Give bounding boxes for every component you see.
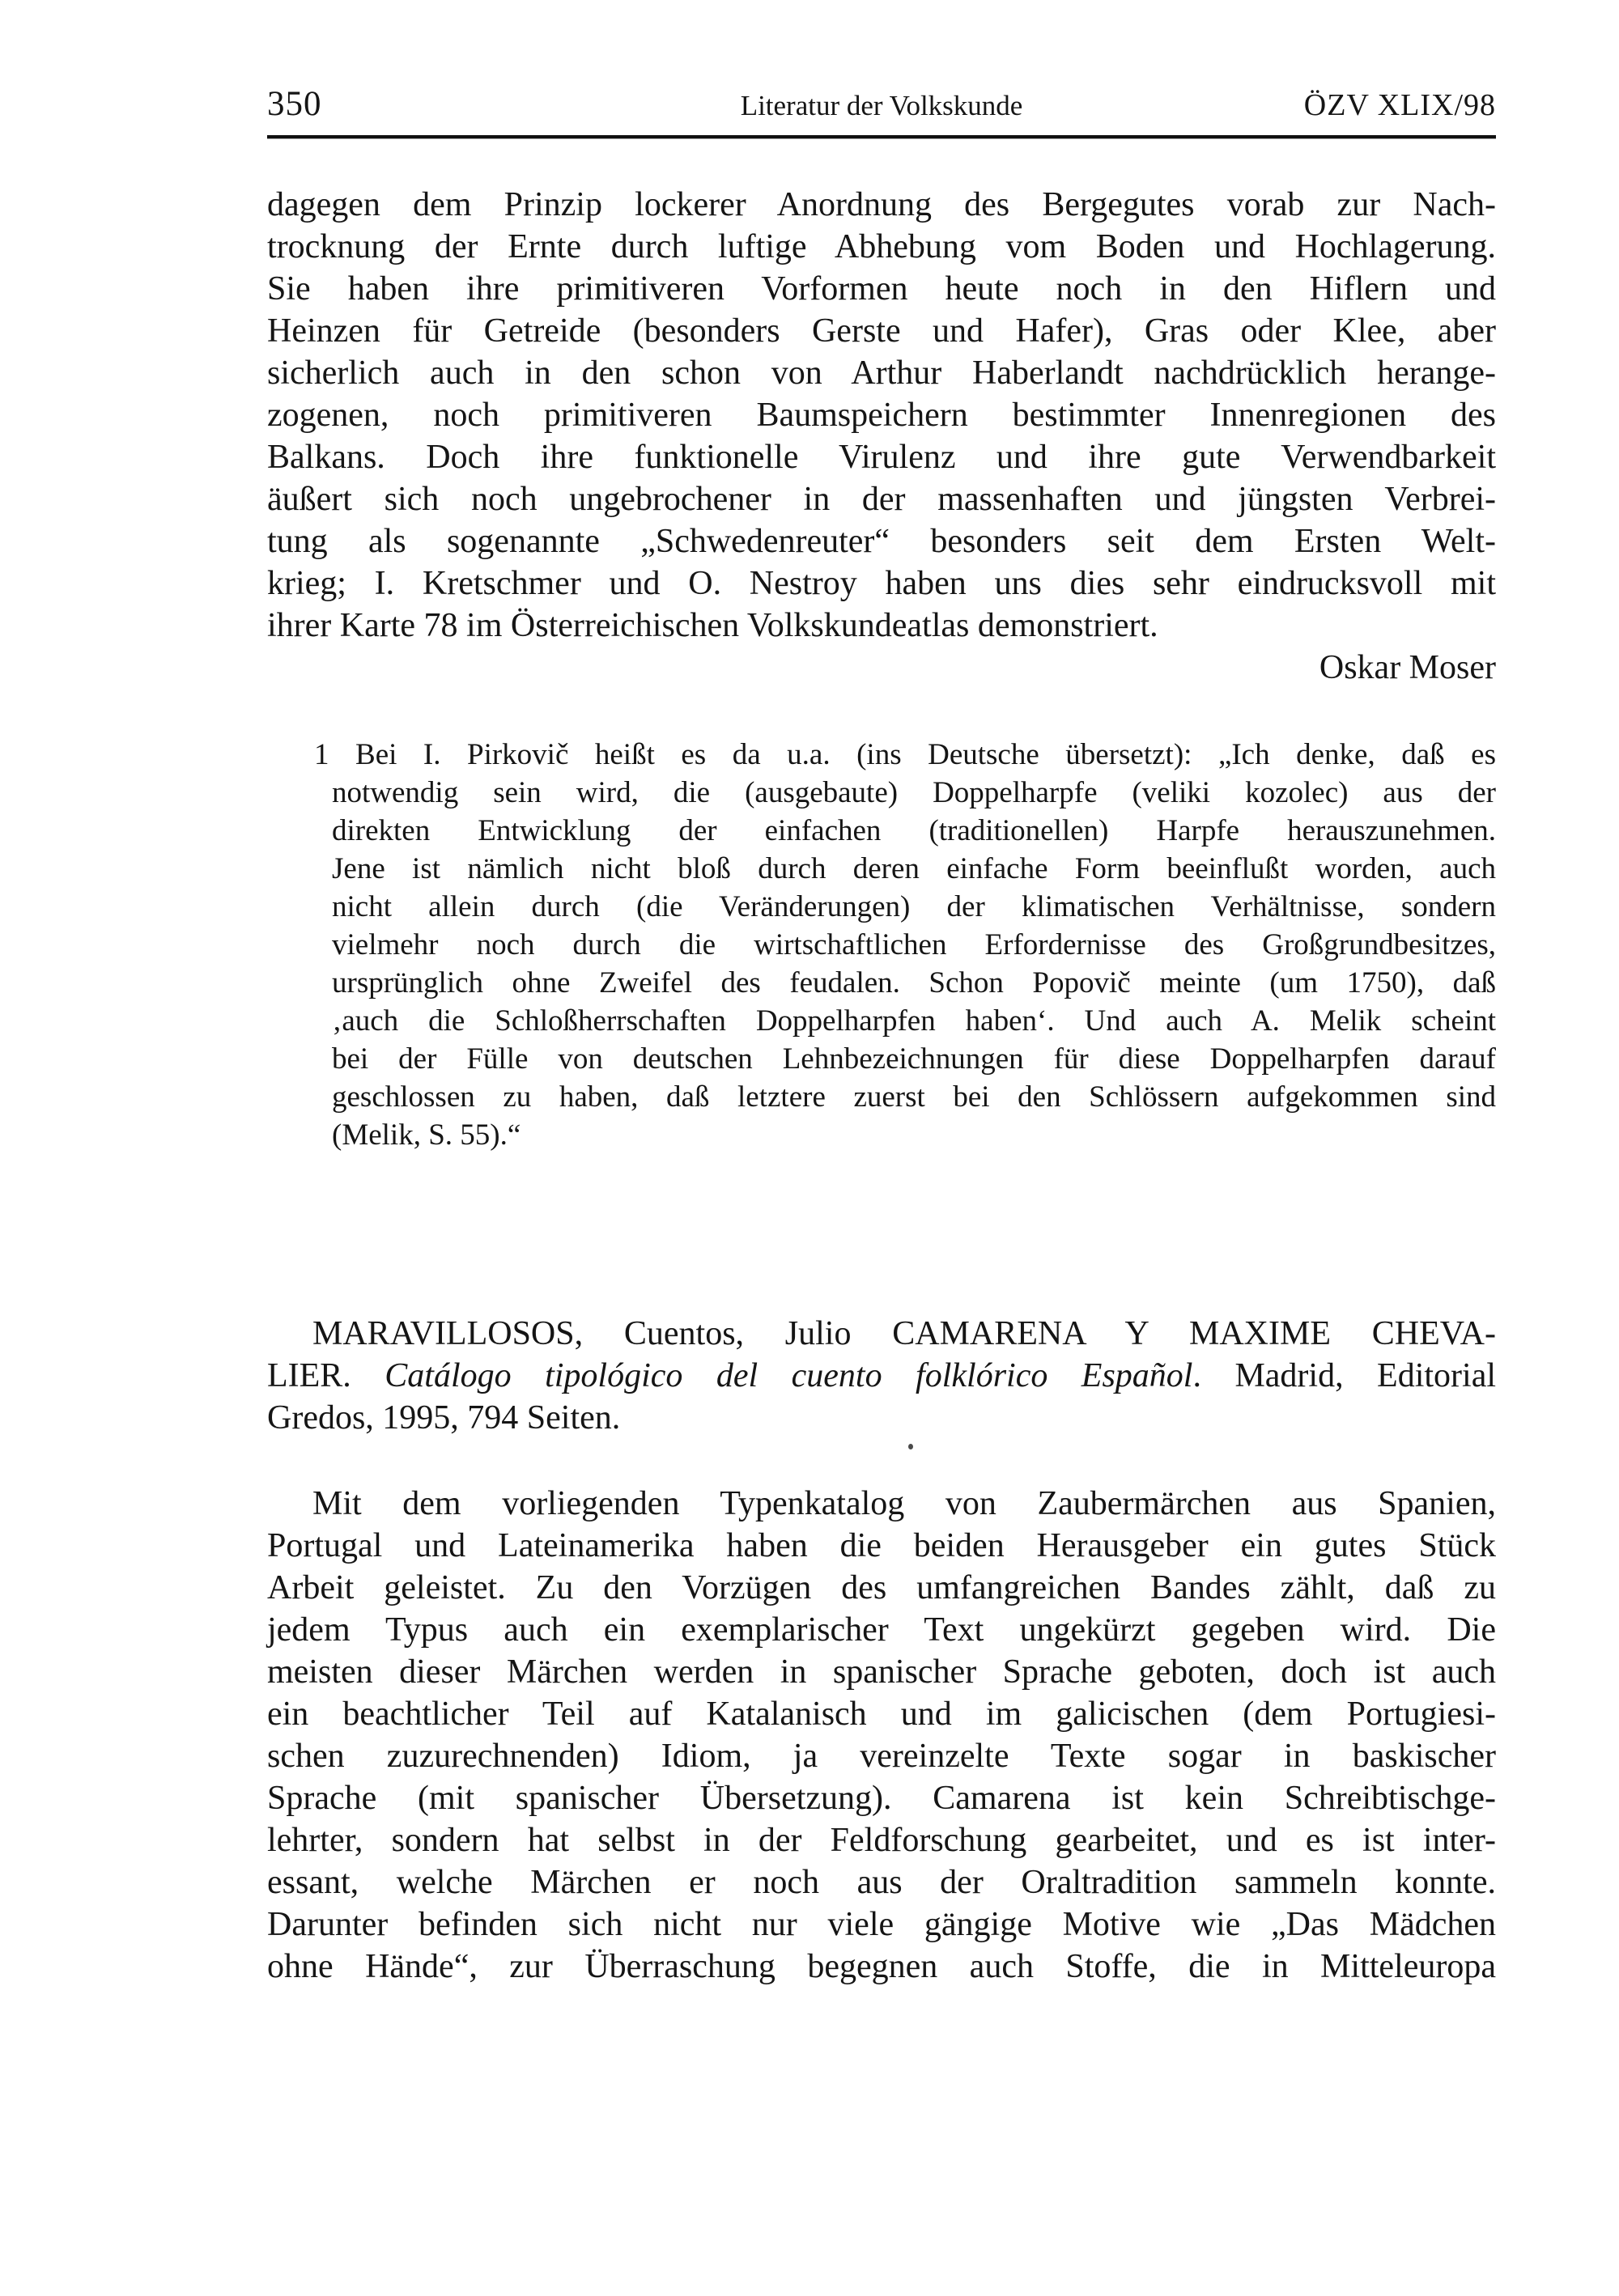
review-end-paragraph <box>267 184 1496 647</box>
reviewer-signature: Oskar Moser <box>1319 649 1496 686</box>
text-line: Jene ist nämlich nicht bloß durch deren einfache Form beeinflußt worden, auch <box>332 852 1496 885</box>
text-line: ein beachtlicher Teil auf Katalanisch und im galicischen (dem Portugiesi- <box>267 1695 1496 1733</box>
citation-roman-start: LIER. <box>267 1357 385 1394</box>
text-line: Sie haben ihre primitiveren Vorformen heute noch in den Hiflern und <box>267 270 1496 308</box>
text-line: Portugal und Lateinamerika haben die beiden Herausgeber ein gutes Stück <box>267 1527 1496 1564</box>
text-line: lehrter, sondern hat selbst in der Feldforschung gearbeitet, und es ist inter- <box>267 1822 1496 1859</box>
text-line: essant, welche Märchen er noch aus der Oraltradition sammeln konnte. <box>267 1864 1496 1901</box>
citation-line <box>267 1355 1496 1397</box>
text-line: nicht allein durch (die Veränderungen) der klimatischen Verhältnisse, sondern <box>332 890 1496 923</box>
text-line: Sprache (mit spanischer Übersetzung). Camarena ist kein Schreibtischge- <box>267 1780 1496 1817</box>
book-citation <box>267 1313 1496 1439</box>
text-line: ursprünglich ohne Zweifel des feudalen. Schon Popovič meinte (um 1750), daß <box>332 966 1496 999</box>
text-line: Balkans. Doch ihre funktionelle Virulenz und ihre gute Verwendbarkeit <box>267 439 1496 476</box>
header-rule <box>267 135 1496 138</box>
running-title: Literatur der Volkskunde <box>740 90 1023 121</box>
review-body-paragraph <box>267 1483 1496 1988</box>
text-line: tung als sogenannte „Schwedenreuter“ besonders seit dem Ersten Welt- <box>267 523 1496 560</box>
text-line: schen zuzurechnenden) Idiom, ja vereinzelte Texte sogar in baskischer <box>267 1738 1496 1775</box>
text-line: ohne Hände“, zur Überraschung begegnen auch Stoffe, die in Mitteleuropa <box>267 1948 1496 1985</box>
text-line: Mit dem vorliegenden Typenkatalog von Zaubermärchen aus Spanien, <box>312 1485 1496 1522</box>
text-line: dagegen dem Prinzip lockerer Anordnung des Bergegutes vorab zur Nach- <box>267 186 1496 223</box>
text-line: Darunter befinden sich nicht nur viele gängige Motive wie „Das Mädchen <box>267 1906 1496 1943</box>
text-line: bei der Fülle von deutschen Lehnbezeichnungen für diese Doppelharpfen darauf <box>332 1042 1496 1076</box>
citation-italic-title: Catálogo tipológico del cuento folklórico Español <box>385 1357 1193 1394</box>
text-line: Arbeit geleistet. Zu den Vorzügen des umfangreichen Bandes zählt, daß zu <box>267 1569 1496 1606</box>
citation-line: Gredos, 1995, 794 Seiten. <box>267 1399 621 1437</box>
text-line: zogenen, noch primitiveren Baumspeichern bestimmter Innenregionen des <box>267 397 1496 434</box>
text-line: (Melik, S. 55).“ <box>332 1118 521 1152</box>
footnote-1 <box>314 736 1496 1154</box>
text-line: jedem Typus auch ein exemplarischer Text ungekürzt gegeben wird. Die <box>267 1611 1496 1649</box>
text-line: direkten Entwicklung der einfachen (traditionellen) Harpfe herauszunehmen. <box>332 814 1496 847</box>
text-line: geschlossen zu haben, daß letztere zuerst bei den Schlössern aufgekommen sind <box>332 1080 1496 1114</box>
text-line: Heinzen für Getreide (besonders Gerste und Hafer), Gras oder Klee, aber <box>267 312 1496 350</box>
text-line: krieg; I. Kretschmer und O. Nestroy haben uns dies sehr eindrucksvoll mit <box>267 565 1496 602</box>
page-number: 350 <box>267 85 322 123</box>
text-line: ‚auch die Schloßherrschaften Doppelharpfen haben‘. Und auch A. Melik scheint <box>332 1004 1496 1038</box>
running-header <box>267 0 1496 124</box>
text-line: sicherlich auch in den schon von Arthur Haberlandt nachdrücklich herange- <box>267 354 1496 392</box>
text-line: trocknung der Ernte durch luftige Abhebung vom Boden und Hochlagerung. <box>267 228 1496 265</box>
citation-roman-end: . Madrid, Editorial <box>1192 1357 1497 1394</box>
scan-speck <box>908 1444 913 1449</box>
text-line: vielmehr noch durch die wirtschaftlichen Erfordernisse des Großgrundbesitzes, <box>332 928 1496 961</box>
text-line: 1 Bei I. Pirkovič heißt es da u.a. (ins Deutsche übersetzt): „Ich denke, daß es <box>314 738 1496 771</box>
text-line: meisten dieser Märchen werden in spanischer Sprache geboten, doch ist auch <box>267 1653 1496 1691</box>
issue-label: ÖZV XLIX/98 <box>1303 88 1497 122</box>
text-line: ihrer Karte 78 im Österreichischen Volkskundeatlas demonstriert. <box>267 607 1158 644</box>
citation-line: MARAVILLOSOS, Cuentos, Julio CAMARENA Y MAXIME CHEVA- <box>312 1315 1496 1352</box>
text-line: äußert sich noch ungebrochener in der massenhaften und jüngsten Verbrei- <box>267 481 1496 518</box>
text-line: notwendig sein wird, die (ausgebaute) Doppelharpfe (veliki kozolec) aus der <box>332 776 1496 809</box>
